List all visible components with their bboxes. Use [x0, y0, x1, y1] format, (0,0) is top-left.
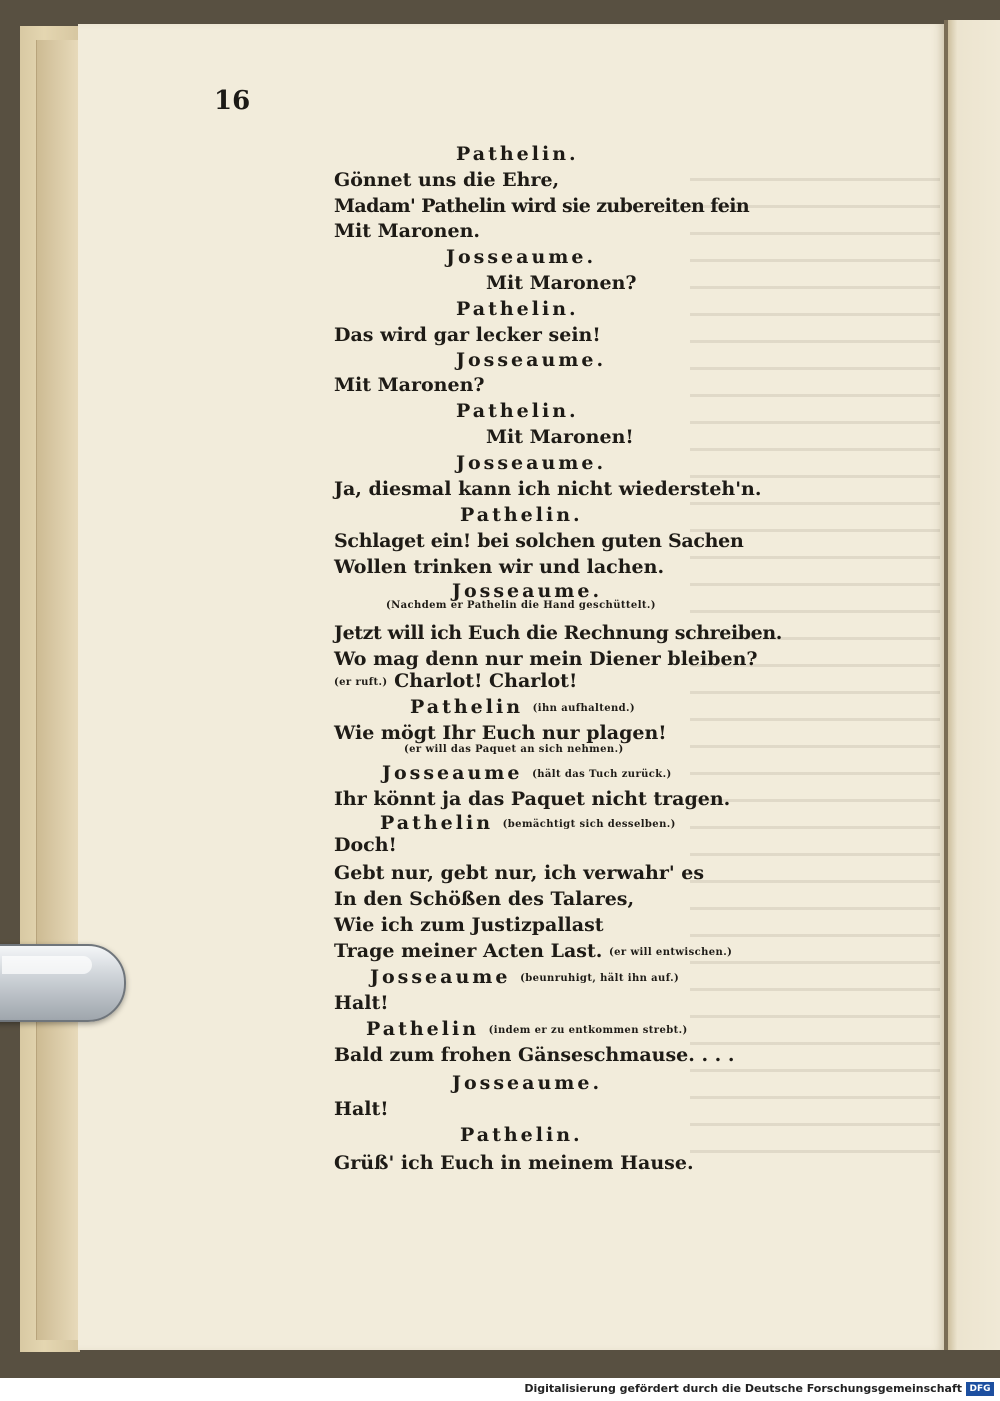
verse-line: Halt!: [334, 1098, 389, 1120]
speaker-name: Pathelin: [380, 812, 494, 834]
verse-line: Mit Maronen?: [334, 374, 485, 396]
verse-line: Wo mag denn nur mein Diener bleiben?: [334, 648, 758, 670]
speaker-name: Pathelin.: [460, 504, 583, 526]
verse-line: Schlaget ein! bei solchen guten Sachen: [334, 530, 744, 552]
verse-line: Grüß' ich Euch in meinem Hause.: [334, 1152, 694, 1174]
verse-line: Ja, diesmal kann ich nicht wiedersteh'n.: [334, 478, 762, 500]
speaker-name: Pathelin: [410, 696, 524, 718]
funding-credit: Digitalisierung gefördert durch die Deutsche Forschungsgemeinschaft: [524, 1382, 962, 1395]
speaker-line: [380, 810, 676, 838]
stage-direction: (er ruft.): [334, 677, 388, 688]
speaker-name: Josseaume.: [456, 349, 607, 371]
stage-direction: (indem er zu entkommen strebt.): [488, 1025, 688, 1036]
verse-line: Wie ich zum Justizpallast: [334, 914, 604, 936]
stage-direction: (ihn aufhaltend.): [532, 703, 636, 714]
footer-bar: [0, 1378, 1000, 1401]
speaker-line: [366, 1016, 688, 1044]
stage-direction: (beunruhigt, hält ihn auf.): [520, 973, 680, 984]
verse-line: Gönnet uns die Ehre,: [334, 169, 560, 191]
speaker-line: [410, 694, 635, 722]
verse-line: Mit Maronen!: [486, 426, 634, 448]
speaker-line: [382, 760, 672, 788]
stage-direction: (er will entwischen.): [609, 947, 733, 958]
page-number: 16: [214, 86, 251, 116]
stage-direction: (bemächtigt sich desselben.): [502, 819, 676, 830]
speaker-name: Josseaume.: [446, 246, 597, 268]
verse-line: In den Schößen des Talares,: [334, 888, 635, 910]
speaker-name: Pathelin.: [456, 400, 579, 422]
speaker-line: [370, 964, 679, 992]
book-spine: [36, 40, 81, 1340]
verse-text: Trage meiner Acten Last.: [334, 940, 603, 962]
speaker-name: Pathelin.: [456, 298, 579, 320]
page-clip: [0, 944, 126, 1022]
verse-line: Halt!: [334, 992, 389, 1014]
verse-line: Das wird gar lecker sein!: [334, 324, 601, 346]
verse-line: Wie mögt Ihr Euch nur plagen!: [334, 722, 667, 744]
verse-line: Gebt nur, gebt nur, ich verwahr' es: [334, 862, 705, 884]
stage-direction: (hält das Tuch zurück.): [532, 769, 672, 780]
verse-line: Jetzt will ich Euch die Rechnung schreiben.: [334, 622, 782, 644]
verse-line: Mit Maronen?: [486, 272, 637, 294]
verse-line: Ihr könnt ja das Paquet nicht tragen.: [334, 788, 731, 810]
speaker-name: Josseaume.: [452, 580, 603, 602]
speaker-name: Josseaume.: [456, 452, 607, 474]
speaker-name: Pathelin: [366, 1018, 480, 1040]
dfg-logo: DFG: [966, 1382, 994, 1396]
facing-page: [948, 20, 1000, 1350]
verse-line: Mit Maronen.: [334, 220, 480, 242]
verse-text: Charlot! Charlot!: [394, 670, 578, 692]
verse-line: Bald zum frohen Gänseschmause. . . .: [334, 1044, 735, 1066]
speaker-name: Pathelin.: [460, 1124, 583, 1146]
stage-direction: (er will das Paquet an sich nehmen.): [404, 744, 624, 755]
speaker-name: Josseaume: [370, 966, 511, 988]
verse-line: Madam' Pathelin wird sie zubereiten fein: [334, 195, 750, 217]
verse-line: [334, 938, 732, 966]
speaker-name: Pathelin.: [456, 143, 579, 165]
verse-line: [334, 668, 577, 696]
stage-direction: (Nachdem er Pathelin die Hand geschüttelt.): [386, 600, 656, 611]
verse-line: Wollen trinken wir und lachen.: [334, 556, 665, 578]
verse-line: Doch!: [334, 834, 397, 856]
speaker-name: Josseaume: [382, 762, 523, 784]
speaker-name: Josseaume.: [452, 1072, 603, 1094]
